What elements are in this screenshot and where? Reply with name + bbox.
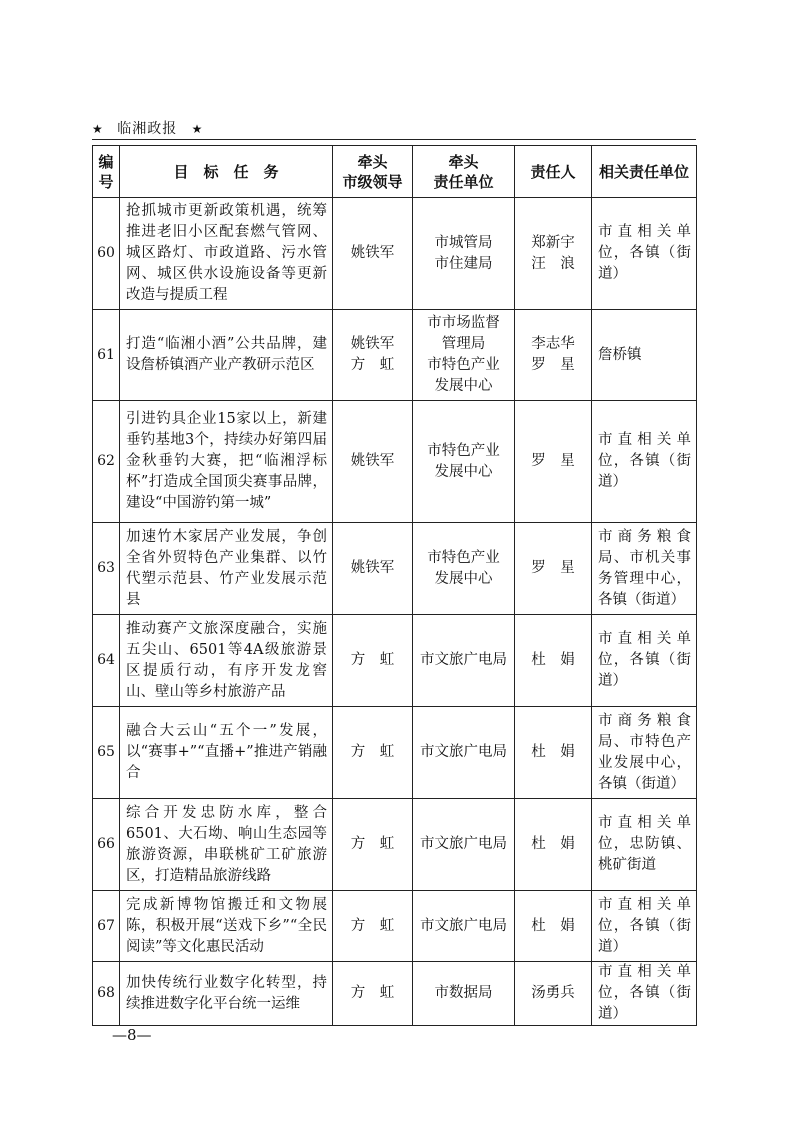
- row-task: 推动赛产文旅深度融合，实施五尖山、6501等4A级旅游景区提质行动，有序开发龙窖山、壁山等乡村旅游产品: [120, 615, 333, 707]
- row-leader: 方 虹: [333, 799, 413, 891]
- row-person: 杜 娟: [515, 615, 592, 707]
- row-lead-unit: 市文旅广电局: [413, 707, 515, 799]
- table-row: [93, 891, 697, 962]
- row-related: 詹桥镇: [592, 310, 697, 401]
- row-task: 抢抓城市更新政策机遇，统筹推进老旧小区配套燃气管网、城区路灯、市政道路、污水管网、城区供水设施设备等更新改造与提质工程: [120, 198, 333, 310]
- row-task: 引进钓具企业15家以上，新建垂钓基地3个，持续办好第四届金秋垂钓大赛，把“临湘浮标杯”打造成全国顶尖赛事品牌，建设“中国游钓第一城”: [120, 401, 333, 523]
- row-num: 60: [93, 198, 120, 310]
- row-person: 罗 星: [515, 401, 592, 523]
- header-num: 编 号: [93, 146, 120, 198]
- table-row: [93, 401, 697, 523]
- row-leader: 姚铁军: [333, 198, 413, 310]
- publication-header: [92, 118, 696, 140]
- header-person: 责任人: [515, 146, 592, 198]
- row-leader: 姚铁军: [333, 523, 413, 615]
- table-row: [93, 615, 697, 707]
- row-lead-unit: 市城管局 市住建局: [413, 198, 515, 310]
- row-related: 市直相关单位，各镇（街道）: [592, 401, 697, 523]
- row-task: 加速竹木家居产业发展，争创全省外贸特色产业集群、以竹代塑示范县、竹产业发展示范县: [120, 523, 333, 615]
- row-person: 李志华 罗 星: [515, 310, 592, 401]
- row-lead-unit: 市文旅广电局: [413, 615, 515, 707]
- row-related: 市直相关单位，各镇（街道）: [592, 615, 697, 707]
- row-leader: 姚铁军 方 虹: [333, 310, 413, 401]
- row-num: 68: [93, 962, 120, 1026]
- star-icon: ★: [191, 122, 203, 136]
- table-row: [93, 198, 697, 310]
- header-leader: 牵头 市级领导: [333, 146, 413, 198]
- table-row: [93, 799, 697, 891]
- row-num: 62: [93, 401, 120, 523]
- row-lead-unit: 市市场监督 管理局 市特色产业 发展中心: [413, 310, 515, 401]
- row-lead-unit: 市特色产业 发展中心: [413, 401, 515, 523]
- header-rule: [92, 139, 696, 140]
- publication-title: 临湘政报: [117, 121, 178, 137]
- header-related: 相关责任单位: [592, 146, 697, 198]
- table-row: [93, 310, 697, 401]
- row-person: 杜 娟: [515, 799, 592, 891]
- row-leader: 方 虹: [333, 962, 413, 1026]
- header-task: 目 标 任 务: [120, 146, 333, 198]
- star-icon: ★: [92, 122, 103, 136]
- row-lead-unit: 市数据局: [413, 962, 515, 1026]
- row-person: 郑新宇 汪 浪: [515, 198, 592, 310]
- row-task: 完成新博物馆搬迁和文物展陈，积极开展“送戏下乡”“全民阅读”等文化惠民活动: [120, 891, 333, 962]
- row-lead-unit: 市文旅广电局: [413, 891, 515, 962]
- row-person: 杜 娟: [515, 891, 592, 962]
- row-num: 63: [93, 523, 120, 615]
- header-lead-unit: 牵头 责任单位: [413, 146, 515, 198]
- row-related: 市直相关单位，各镇（街道）: [592, 962, 697, 1026]
- row-num: 67: [93, 891, 120, 962]
- row-num: 66: [93, 799, 120, 891]
- table-row: [93, 962, 697, 1026]
- row-task: 加快传统行业数字化转型，持续推进数字化平台统一运维: [120, 962, 333, 1026]
- row-person: 罗 星: [515, 523, 592, 615]
- row-leader: 方 虹: [333, 707, 413, 799]
- row-related: 市直相关单位，各镇（街道）: [592, 891, 697, 962]
- table-row: [93, 707, 697, 799]
- task-table: [92, 145, 697, 1026]
- row-leader: 方 虹: [333, 891, 413, 962]
- row-task: 融合大云山“五个一”发展，以“赛事+”“直播+”推进产销融合: [120, 707, 333, 799]
- table-header-row: [93, 146, 697, 198]
- row-related: 市直相关单位，各镇（街道）: [592, 198, 697, 310]
- page-number: —8—: [112, 1026, 152, 1044]
- row-task: 打造“临湘小酒”公共品牌，建设詹桥镇酒产业产教研示范区: [120, 310, 333, 401]
- table-row: [93, 523, 697, 615]
- row-task: 综合开发忠防水库，整合6501、大石坳、响山生态园等旅游资源，串联桃矿工矿旅游区，打造精品旅游线路: [120, 799, 333, 891]
- row-num: 64: [93, 615, 120, 707]
- row-num: 61: [93, 310, 120, 401]
- row-person: 汤勇兵: [515, 962, 592, 1026]
- row-related: 市直相关单位，忠防镇、桃矿街道: [592, 799, 697, 891]
- row-person: 杜 娟: [515, 707, 592, 799]
- row-related: 市商务粮食局、市特色产业发展中心，各镇（街道）: [592, 707, 697, 799]
- row-leader: 方 虹: [333, 615, 413, 707]
- row-lead-unit: 市特色产业 发展中心: [413, 523, 515, 615]
- row-lead-unit: 市文旅广电局: [413, 799, 515, 891]
- row-num: 65: [93, 707, 120, 799]
- row-related: 市商务粮食局、市机关事务管理中心，各镇（街道）: [592, 523, 697, 615]
- row-leader: 姚铁军: [333, 401, 413, 523]
